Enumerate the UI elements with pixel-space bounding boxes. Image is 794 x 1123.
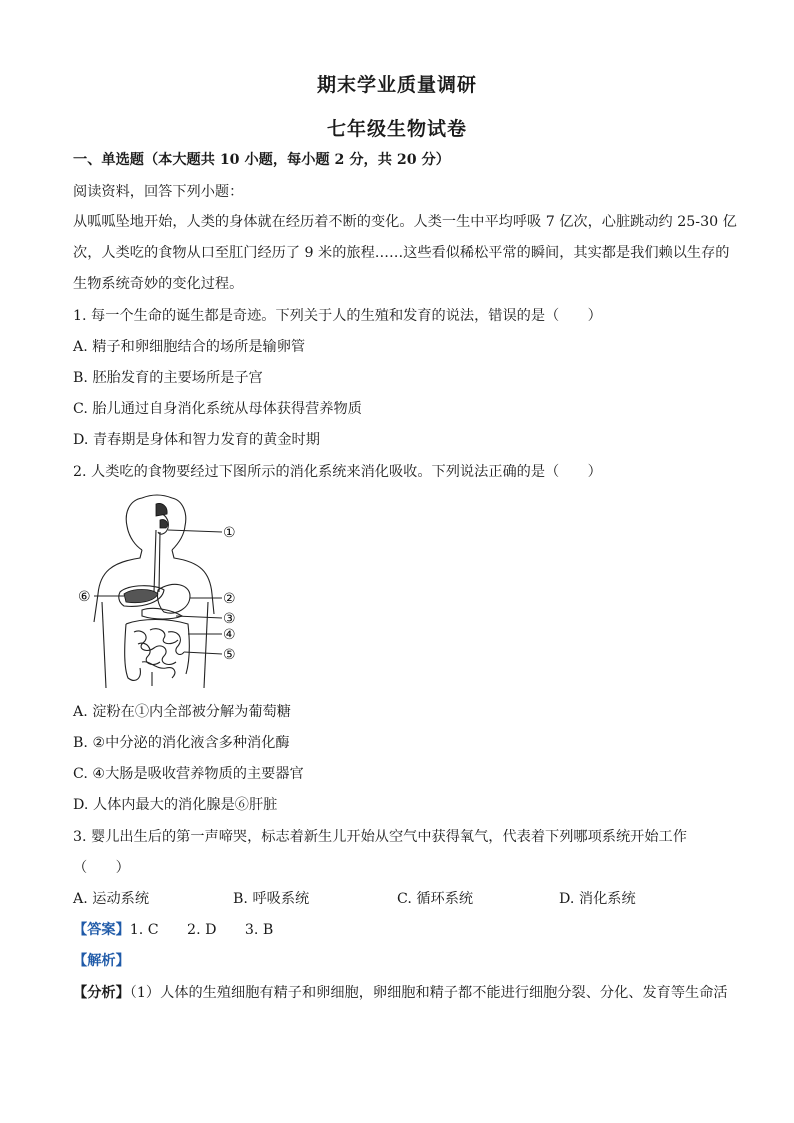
passage-line-3: 生物系统奇妙的变化过程。 xyxy=(73,276,244,292)
label-4: ④ xyxy=(223,627,236,643)
q2-option-c: C. ④大肠是吸收营养物质的主要器官 xyxy=(73,766,304,782)
q3-option-b: B. 呼吸系统 xyxy=(233,891,310,907)
label-1: ① xyxy=(223,525,236,541)
fenxi-tag: 【分析】 xyxy=(73,985,130,1001)
fenxi-text: （1）人体的生殖细胞有精子和卵细胞，卵细胞和精子都不能进行细胞分裂、分化、发育等生命活 xyxy=(129,985,728,1001)
q2-option-d: D. 人体内最大的消化腺是⑥肝脏 xyxy=(73,797,278,813)
section-heading: 一、单选题（本大题共 10 小题，每小题 2 分，共 20 分） xyxy=(73,152,450,168)
digestive-system-diagram xyxy=(72,492,242,688)
analysis-line xyxy=(73,951,130,971)
q3-stem: 3. 婴儿出生后的第一声啼哭，标志着新生儿开始从空气中获得氧气，代表着下列哪项系统开始工作 xyxy=(73,829,687,845)
label-5: ⑤ xyxy=(223,647,236,663)
answer-tag: 【答案】 xyxy=(73,922,130,938)
q3-option-c: C. 循环系统 xyxy=(397,891,474,907)
analysis-tag: 【解析】 xyxy=(73,953,130,969)
answer-text: 1. C 2. D 3. B xyxy=(129,922,274,938)
answer-line xyxy=(73,920,273,940)
exam-title: 期末学业质量调研 xyxy=(316,74,477,96)
q1-option-b: B. 胚胎发育的主要场所是子宫 xyxy=(73,370,263,386)
passage-line-2: 次，人类吃的食物从口至肛门经历了 9 米的旅程……这些看似稀松平常的瞬间，其实都是我们赖以生存的 xyxy=(73,245,730,261)
q3-option-a: A. 运动系统 xyxy=(73,891,150,907)
reading-intro: 阅读资料，回答下列小题： xyxy=(73,184,244,200)
q2-option-b: B. ②中分泌的消化液含多种消化酶 xyxy=(73,735,290,751)
q2-option-a: A. 淀粉在①内全部被分解为葡萄糖 xyxy=(73,704,291,720)
q1-option-d: D. 青春期是身体和智力发育的黄金时期 xyxy=(73,432,320,448)
fenxi-line xyxy=(73,983,728,1003)
label-6: ⑥ xyxy=(78,589,91,605)
passage-line-1: 从呱呱坠地开始，人类的身体就在经历着不断的变化。人类一生中平均呼吸 7 亿次，心脏跳动约 25-30 亿 xyxy=(73,214,737,230)
q2-stem: 2. 人类吃的食物要经过下图所示的消化系统来消化吸收。下列说法正确的是（ ） xyxy=(73,464,602,480)
q3-option-d: D. 消化系统 xyxy=(559,891,636,907)
label-2: ② xyxy=(223,591,236,607)
label-3: ③ xyxy=(223,611,236,627)
exam-subtitle: 七年级生物试卷 xyxy=(326,118,467,140)
q1-option-c: C. 胎儿通过自身消化系统从母体获得营养物质 xyxy=(73,401,362,417)
q1-stem: 1. 每一个生命的诞生都是奇迹。下列关于人的生殖和发育的说法，错误的是（ ） xyxy=(73,308,602,324)
q1-option-a: A. 精子和卵细胞结合的场所是输卵管 xyxy=(73,339,306,355)
q3-stem-cont: （ ） xyxy=(73,860,130,876)
